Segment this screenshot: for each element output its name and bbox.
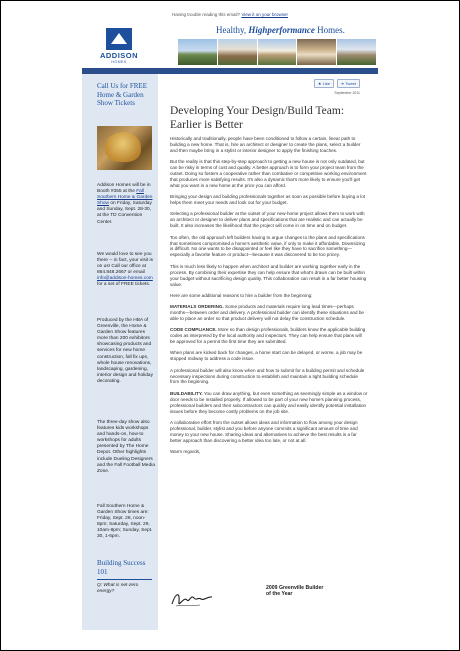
- sidebar-paragraph-5: Fall Southern Home & Garden Show times are: Friday, Sept. 28, noon-8pm; Saturday, Sept. 29, 10am-8pm; Sunday, Sept. 30, 1-6pm.: [97, 504, 153, 540]
- sidebar-question: Q: What is net-zero energy?: [97, 583, 139, 595]
- sidebar-heading-2: Building Success 101: [97, 559, 146, 576]
- point-text: You can draw anything, but even something as seemingly simple as a window or door needs to be installed properly. If allowed to be part of your new home's planning process, professional builders and their subcontractors can quickly and easily identify potential installation issues before they become costly problems on the job site.: [170, 390, 368, 414]
- sidebar-paragraph-2: [97, 252, 155, 289]
- top-notice: [0, 12, 460, 17]
- logo-subtitle: HOMES: [111, 60, 127, 64]
- article-paragraph: Too often, the old approach left builders having to argue changes to the plans and specifications that sometimes compromised a home's aesthetic value, if only to make it affordable. Downsizing is difficult. No one wants to be disappointed or feel like they have to sacrifice something—especially a favorite feature or product—because it was discovered to be too pricey.: [170, 234, 366, 258]
- tagline-plain: Healthy,: [216, 25, 249, 35]
- article-paragraph: This is much less likely to happen when architect and builder are working together early in the process. By combining their expertise they can help ensure that what's drawn can be built within your budget without sacrificing design quality. This collaboration can result in a far better housing value.: [170, 263, 367, 287]
- issue-date: September 2011: [334, 91, 360, 95]
- award-line-1: 2009 Greenville Builder: [266, 585, 324, 591]
- signature-icon: [170, 588, 214, 610]
- point-text: More so than design professionals, builders know the applicable building codes as interpreted by the local authority and inspectors. They can help ensure that plans will be approved for a permit the first time they are submitted.: [170, 327, 366, 345]
- sidebar-p1-post: on Friday, Saturday and Sunday, Sept. 28-30, at the TD Convention Center.: [97, 201, 152, 225]
- code-compliance-point: [170, 327, 368, 345]
- article-paragraph: When plans are kicked back for changes, a home start can be delayed, or worse, a job may be stopped midway to address a code issue.: [170, 350, 363, 362]
- logo-name: ADDISON: [99, 51, 139, 60]
- article-closing: A collaborative effort from the outset allows ideas and information to flow among your design professional, builder, stylist and you before anyone commits a significant amount of time and money to your new house. Sharing ideas and alternatives to achieve the best results is a far better approach than discovering a better idea too late, or not at all.: [170, 419, 358, 443]
- sidebar-paragraph-4: The three-day show also features kids workshops and hands-on, how-to workshops for adults presented by The Home Depot. Other highlights include Dueling Designers and the Fall Football Media Zone.: [97, 420, 155, 474]
- article-paragraph: Bringing your design and building professionals together as soon as possible before buying a lot helps them meet your needs and look out for your budget.: [170, 194, 366, 206]
- email-link[interactable]: info@addison-homes.com: [97, 276, 153, 282]
- article-paragraph: A professional builder will also know when and how to submit for a building permit and schedule necessary inspections during construction to establish and maintain a tight building schedule from the beginning.: [170, 367, 365, 385]
- email-header: [82, 25, 378, 67]
- article-paragraph: Historically and traditionally, people have been conditioned to follow a certain, linear path to building a new home. That is, hire an architect or designer to create the plans, select a builder and then maybe bring in a stylist or interior designer to apply the finishing touches.: [170, 136, 361, 153]
- tweet-button[interactable]: ❧ Tweet: [337, 79, 360, 88]
- article-paragraph: But the reality is that this step-by-step approach to getting a new house is not only outdated, but can be risky in terms of cost and quality. A better approach is to form your project team from the outset. Doing so fosters a cooperative rather than combative or competitive working environment that produces more satisfying results. It's also a dynamic that's more likely to ensure you'll get what you want in a new home at the price you can afford.: [170, 159, 367, 188]
- brand-tagline: [216, 25, 376, 35]
- signature-row: [170, 584, 368, 614]
- house-photo-5: [337, 39, 376, 65]
- sidebar-p1-pre: Addison Homes will be in Booth #355 at the: [97, 183, 151, 195]
- article-paragraph: Here are some additional reasons to hire a builder from the beginning:: [170, 292, 313, 298]
- view-in-browser-link[interactable]: View it on your browser: [241, 12, 288, 17]
- sidebar-heading: Call Us for FREE Home & Garden Show Tickets: [97, 82, 147, 107]
- award-line-2: of the Year: [266, 591, 293, 598]
- house-logo-icon: [106, 28, 132, 50]
- point-heading: CODE COMPLIANCE.: [170, 327, 217, 333]
- top-notice-text: Having trouble reading this email?: [172, 12, 241, 17]
- house-photo-1: [178, 39, 217, 65]
- point-text: Some products and materials require long lead times—perhaps months—between order and delivery. A professional builder can identify these situations and be able to place an order so that product delivery will not delay the construction schedule.: [170, 304, 364, 321]
- article-body: [170, 136, 368, 460]
- home-garden-show-image: [97, 126, 152, 170]
- sidebar-paragraph-3: Produced by the HBA of Greenville, the Home & Garden Show features more than 200 exhibitors showcasing products and services for new home construction, fall fix ups, whole house renovations, landscaping, gardening, interior design and holiday decorating.: [97, 318, 154, 384]
- award-caption: [266, 585, 366, 598]
- tagline-end: Homes.: [314, 25, 345, 35]
- house-photo-2: [218, 39, 257, 65]
- sidebar: [82, 74, 158, 630]
- like-label: Like: [322, 81, 330, 86]
- header-photo-strip: [178, 39, 376, 65]
- tweet-label: Tweet: [345, 81, 356, 86]
- article-paragraph: Selecting a professional builder at the outset of your new-home project allows them to work with an architect or designer to deliver plans and specifications that are realistic and can actually be built. It also increases the likelihood that the project will come in on time and on budget.: [170, 211, 365, 229]
- sidebar-divider: [97, 579, 152, 580]
- house-photo-4: [297, 39, 336, 65]
- buildability-point: [170, 391, 368, 415]
- point-heading: BUILDABILITY.: [170, 390, 203, 396]
- article-signoff: Warm regards,: [170, 448, 201, 454]
- sidebar-p2-pre: We would love to see you there -- in fact, your visit is on us! Call our office at 864.848.2667 or email: [97, 252, 153, 276]
- article-title: Developing Your Design/Build Team: Earlier is Better: [170, 105, 345, 131]
- point-heading: MATERIALS ORDERING.: [170, 304, 224, 310]
- sidebar-p2-post: for a set of FREE tickets.: [97, 282, 151, 288]
- share-buttons: [314, 79, 360, 88]
- house-photo-3: [258, 39, 297, 65]
- tagline-emphasis: Highperformance: [248, 25, 315, 35]
- addison-homes-logo[interactable]: [84, 28, 154, 64]
- fall-show-link[interactable]: Fall Southern Home & Garden Show: [97, 189, 153, 207]
- article-column: [160, 74, 378, 630]
- sidebar-paragraph-1: [97, 183, 155, 226]
- facebook-like-button[interactable]: ★ Like: [314, 79, 334, 88]
- materials-ordering-point: [170, 304, 368, 322]
